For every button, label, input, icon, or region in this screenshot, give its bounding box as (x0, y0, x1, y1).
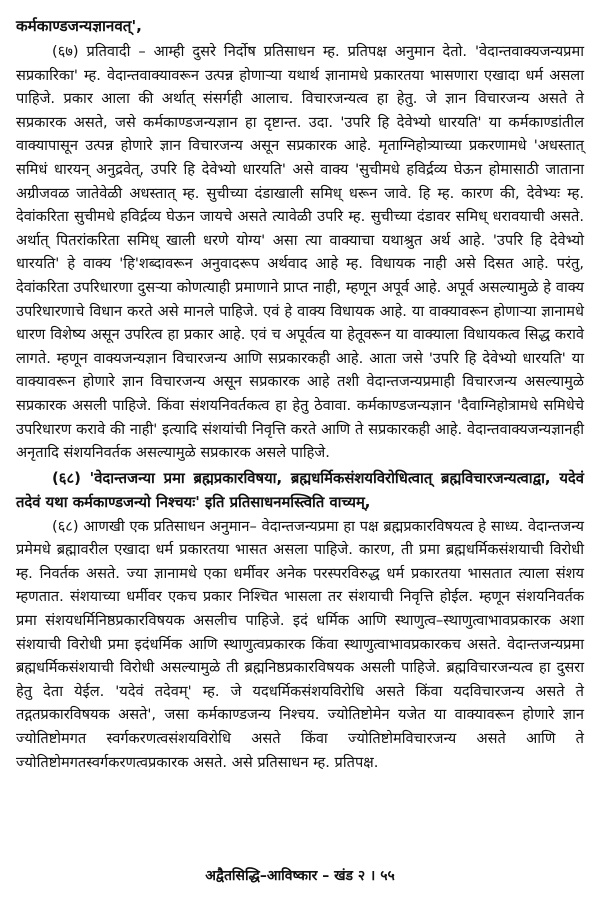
paragraph-68-sanskrit: (६८) 'वेदान्तजन्या प्रमा ब्रह्मप्रकारविषया, ब्रह्मधर्मिकसंशयविरोधित्वात् ब्रह्मविचारजन्यत्वाद्वा, यदेवं तदेवं यथा कर्मकाण्डजन्यो निश्चयः' इति प्रतिसाधनमस्त्विति वाच्यम्, (16, 469, 584, 511)
page-footer: अद्वैतसिद्धि–आविष्कार – खंड २ । ५५ (205, 868, 395, 884)
section-heading: कर्मकाण्डजन्यज्ञानवत्', (16, 17, 142, 35)
paragraph-67: (६७) प्रतिवादी – आम्ही दुसरे निर्दोष प्रतिसाधन म्ह. प्रतिपक्ष अनुमान देतो. 'वेदान्तवाक्यजन्यप्रमा सप्रकारिका' म्ह. वेदान्तवाक्यावरून उत्पन्न होणाऱ्या यथार्थ ज्ञानामधे प्रकारतया भासणारा एखादा धर्म असला पाहिजे. प्रकार आला की अर्थात् संसर्गही आलाच. विचारजन्यत्व हा हेतु. जे ज्ञान विचारजन्य असते ते सप्रकारक असते, जसे कर्मकाण्डजन्यज्ञान हा दृष्टान्त. उदा. 'उपरि हि देवेभ्यो धारयति' या कर्मकाण्डांतील वाक्यापासून उत्पन्न होणारे ज्ञान विचारजन्य असून सप्रकारक आहे. मृताग्निहोत्र्याच्या प्रकरणामधे 'अधस्तात् समिधं धारयन् अनुद्रवेत्, उपरि हि देवेभ्यो धारयति' असे वाक्य 'सुचीमधे हविर्द्रव्य घेऊन होमासाठी जाताना अग्रीजवळ जातेवेळी अधस्तात् म्ह. सुचीच्या दंडाखाली समिध् धरून जावे. हि म्ह. कारण की, देवेभ्यः म्ह. देवांकरिता सुचीमधे हविर्द्रव्य घेऊन जायचे असते त्यावेळी उपरि म्ह. सुचीच्या दंडावर समिध् धरावयाची असते. अर्थात् पितरांकरिता समिध् खाली धरणे योग्य' असा त्या वाक्याचा यथाश्रुत अर्थ आहे. 'उपरि हि देवेभ्यो धारयति' हे वाक्य 'हि'शब्दावरून अनुवादरूप अर्थवाद आहे म्ह. विधायक नाही असे दिसत आहे. परंतु, देवांकरिता उपरिधारणा दुसऱ्या कोणत्याही प्रमाणाने प्राप्त नाही, म्हणून अपूर्व आहे. अपूर्व असल्यामुळे हे वाक्य उपरिधारणाचे विधान करते असे मानले पाहिजे. एवं हे वाक्य विधायक आहे. या वाक्यावरून होणाऱ्या ज्ञानामधे धारण विशेष्य असून उपरित्व हा प्रकार आहे. एवं च अपूर्वत्व या हेतूवरून या वाक्याला विधायकत्व सिद्ध करावे लागते. म्हणून वाक्यजन्यज्ञान विचारजन्य आणि सप्रकारकही आहे. आता जसे 'उपरि हि देवेभ्यो धारयति' या वाक्यावरून होणारे ज्ञान विचारजन्य असून सप्रकारक आहे तशी वेदान्तजन्यप्रमाही विचारजन्य असल्यामुळे सप्रकारक असली पाहिजे. किंवा संशयनिवर्तकत्व हा हेतु ठेवावा. कर्मकाण्डजन्यज्ञान 'दैवाग्निहोत्रामधे समिधेचे उपरिधारण करावे की नाही' इत्यादि संशयांची निवृत्ति करते आणि ते सप्रकारकही आहे. वेदान्तवाक्यजन्यज्ञानही अनृतादि संशयनिवर्तक असल्यामुळे सप्रकारक असले पाहिजे. (16, 43, 584, 462)
paragraph-68: (६८) आणखी एक प्रतिसाधन अनुमान– वेदान्तजन्यप्रमा हा पक्ष ब्रह्मप्रकारविषयत्व हे साध्य. वेदान्तजन्य प्रमेमधे ब्रह्मावरील एखादा धर्म प्रकारतया भासत असला पाहिजे. कारण, ती प्रमा ब्रह्मधर्मिकसंशयाची विरोधी म्ह. निवर्तक असते. ज्या ज्ञानामधे एका धर्मीवर अनेक परस्परविरुद्ध धर्म प्रकारतया भासतात त्याला संशय म्हणतात. संशयाच्या धर्मीवर एकच प्रकार निश्चित भासला तर संशयाची निवृत्ति होईल. म्हणून संशयनिवर्तक प्रमा संशयधर्मिनिष्ठप्रकारविषयक असलीच पाहिजे. इदं धर्मिक आणि स्थाणुत्व–स्थाणुत्वाभावप्रकारक अशा संशयाची विरोधी प्रमा इदंधर्मिक आणि स्थाणुत्वप्रकारक किंवा स्थाणुत्वाभावप्रकारकच असते. वेदान्तजन्यप्रमा ब्रह्मधर्मिकसंशयाची विरोधी असल्यामुळे ती ब्रह्मनिष्ठप्रकारविषयक असली पाहिजे. ब्रह्मविचारजन्यत्व हा दुसरा हेतु देता येईल. 'यदेवं तदेवम्' म्ह. जे यदधर्मिकसंशयविरोधि असते किंवा यदविचारजन्य असते ते तद्गतप्रकारविषयक असते', जसा कर्मकाण्डजन्य निश्चय. ज्योतिष्टोमेन यजेत या वाक्यावरून होणारे ज्ञान ज्योतिष्टोमगत स्वर्गकरणत्वसंशयविरोधि असते किंवा ज्योतिष्टोमविचारजन्य असते आणि ते ज्योतिष्टोमगतस्वर्गकरणत्वप्रकारक असते. असे प्रतिसाधन म्ह. प्रतिपक्ष. (16, 517, 584, 771)
